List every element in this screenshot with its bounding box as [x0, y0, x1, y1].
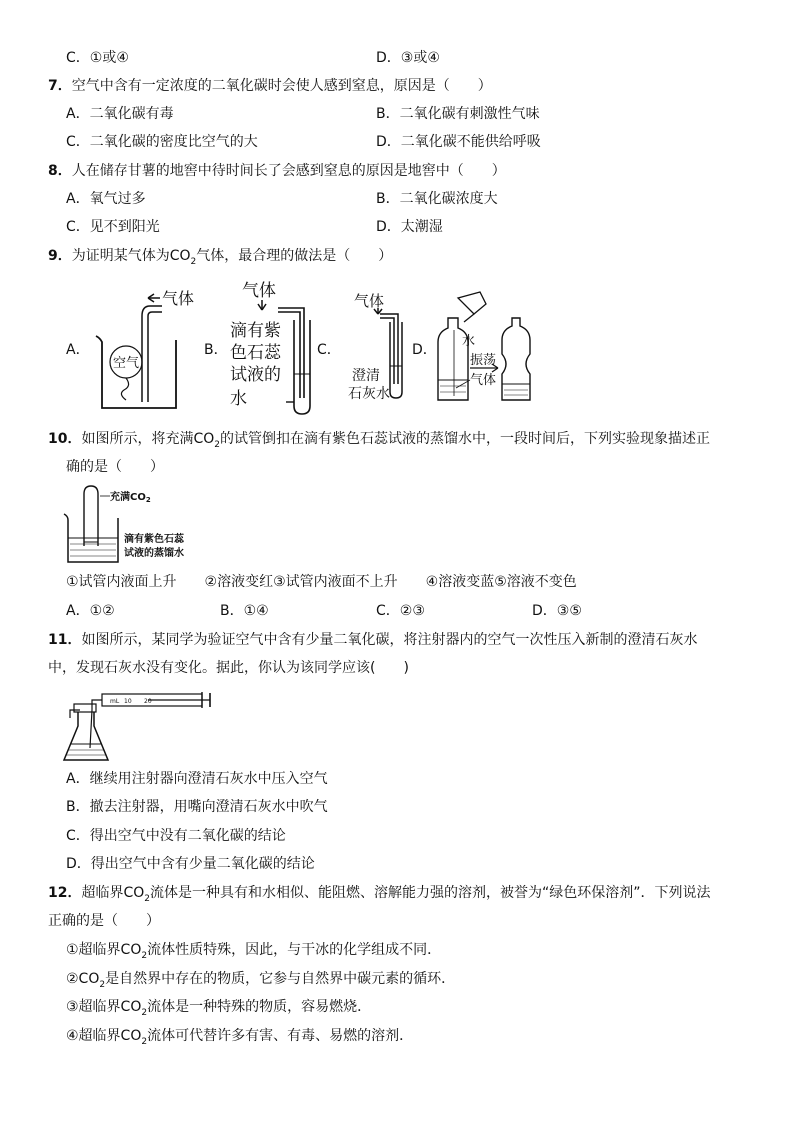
subscript: 2 — [141, 1007, 148, 1018]
q10-option-a: A．①② — [66, 603, 115, 619]
question-12-stem-cont: 正确的是（ ） — [48, 913, 160, 929]
q11-option-a: A．继续用注射器向澄清石灰水中压入空气 — [66, 771, 328, 787]
q6-option-c: C．①或④ — [66, 50, 129, 66]
air-label: 空气 — [113, 356, 140, 371]
q8-option-d: D．太潮湿 — [376, 219, 443, 235]
solution-label-2: 试液的蒸馏水 — [124, 548, 184, 559]
gas-label: 气体 — [470, 373, 497, 388]
q9-option-b-label: B． — [204, 342, 228, 358]
indicator-line-3: 试液的 — [230, 365, 281, 385]
q9-option-a-label: A． — [66, 342, 90, 358]
limewater-line-1: 澄清 — [352, 368, 380, 384]
q9-figure-d-bottles — [434, 290, 538, 408]
subscript: 2 — [214, 439, 221, 450]
question-number: 9． — [48, 248, 72, 264]
stem-text: 如图所示，某同学为验证空气中含有少量二氧化碳，将注射器内的空气一次性压入新制的澄清石灰水 — [81, 632, 698, 648]
question-number: 11． — [48, 632, 82, 648]
q7-option-c: C．二氧化碳的密度比空气的大 — [66, 134, 258, 150]
gas-label: 气体 — [162, 289, 195, 308]
stem-text: 如图所示，将充满CO — [81, 431, 215, 447]
statement-text: ③超临界CO — [66, 999, 142, 1015]
syringe-unit: mL — [110, 698, 120, 705]
question-11-stem-cont: 中，发现石灰水没有变化。据此，你认为该同学应该( ) — [48, 660, 409, 676]
subscript: 2 — [141, 950, 148, 961]
limewater-line-2: 石灰水 — [348, 386, 390, 402]
question-number: 7． — [48, 78, 72, 94]
subscript: 2 — [144, 893, 151, 904]
q12-statement-2 — [66, 969, 455, 989]
question-9-stem — [48, 246, 392, 266]
q6-option-d: D．③或④ — [376, 50, 440, 66]
statement-text: 是自然界中存在的物质，它参与自然界中碳元素的循环． — [105, 971, 456, 987]
q7-option-a: A．二氧化碳有毒 — [66, 106, 174, 122]
stem-text: 流体是一种具有和水相似、能阻燃、溶解能力强的溶剂，被誉为“绿色环保溶剂”．下列说法 — [150, 885, 711, 901]
gas-label: 气体 — [354, 292, 385, 310]
stem-text: 气体，最合理的做法是（ ） — [196, 248, 393, 264]
q12-statement-1 — [66, 940, 441, 960]
indicator-line-4: 水 — [230, 389, 247, 409]
q10-option-c: C．②③ — [376, 603, 425, 619]
question-8-stem — [48, 161, 506, 181]
statement-text: 流体可代替许多有害、有毒、易燃的溶剂． — [147, 1028, 414, 1044]
q10-option-b: B．①④ — [220, 603, 269, 619]
subscript: 2 — [141, 1036, 148, 1047]
q8-option-b: B．二氧化碳浓度大 — [376, 191, 498, 207]
q8-option-c: C．见不到阳光 — [66, 219, 160, 235]
stem-text: 超临界CO — [81, 885, 145, 901]
statement-text: ②CO — [66, 971, 100, 987]
question-12-stem — [48, 883, 711, 903]
q9-option-d-label: D． — [412, 342, 437, 358]
q9-figure-b-test-tube — [228, 278, 320, 418]
q11-option-c: C．得出空气中没有二氧化碳的结论 — [66, 828, 286, 844]
q10-phenomena-list: ①试管内液面上升 ②溶液变红③试管内液面不上升 ④溶液变蓝⑤溶液不变色 — [66, 574, 577, 590]
q9-option-c-label: C． — [317, 342, 341, 358]
question-10-stem-cont: 确的是（ ） — [66, 459, 164, 475]
gas-label: 气体 — [242, 281, 276, 301]
q9-figure-c-limewater — [348, 288, 418, 406]
statement-text: 流体性质特殊，因此，与干冰的化学组成不同． — [147, 942, 442, 958]
q10-figure-inverted-tube — [62, 484, 202, 570]
q12-statement-4 — [66, 1026, 413, 1046]
co2-label: 充满$CO_2$ — [110, 492, 151, 504]
q7-option-b: B．二氧化碳有刺激性气味 — [376, 106, 540, 122]
indicator-line-1: 滴有紫 — [230, 321, 281, 341]
syringe-tick-20: 20 — [144, 698, 152, 705]
stem-text: 的试管倒扣在滴有紫色石蕊试液的蒸馏水中，一段时间后，下列实验现象描述正 — [220, 431, 711, 447]
shake-label: 振荡 — [470, 353, 497, 368]
q11-option-b: B．撤去注射器，用嘴向澄清石灰水中吹气 — [66, 799, 328, 815]
question-number: 8． — [48, 163, 72, 179]
q8-option-a: A．氧气过多 — [66, 191, 146, 207]
syringe-tick-10: 10 — [124, 698, 132, 705]
q11-figure-syringe-flask — [62, 688, 212, 766]
water-label: 水 — [462, 334, 476, 349]
q12-statement-3 — [66, 997, 371, 1017]
question-11-stem — [48, 630, 697, 650]
statement-text: 流体是一种特殊的物质，容易燃烧． — [147, 999, 372, 1015]
question-number: 10． — [48, 431, 82, 447]
q9-figure-a-beaker — [92, 282, 202, 414]
q7-option-d: D．二氧化碳不能供给呼吸 — [376, 134, 541, 150]
solution-label-1: 滴有紫色石蕊 — [124, 534, 184, 545]
q10-option-d: D．③⑤ — [532, 603, 582, 619]
subscript: 2 — [99, 979, 106, 990]
statement-text: ①超临界CO — [66, 942, 142, 958]
indicator-line-2: 色石蕊 — [230, 343, 281, 363]
statement-text: ④超临界CO — [66, 1028, 142, 1044]
stem-text: 空气中含有一定浓度的二氧化碳时会使人感到窒息，原因是（ ） — [71, 78, 492, 94]
stem-text: 为证明某气体为CO — [71, 248, 191, 264]
stem-text: 人在储存甘薯的地窖中待时间长了会感到窒息的原因是地窖中（ ） — [71, 163, 506, 179]
question-10-stem — [48, 429, 710, 449]
subscript: 2 — [190, 256, 197, 267]
q11-option-d: D．得出空气中含有少量二氧化碳的结论 — [66, 856, 315, 872]
question-number: 12． — [48, 885, 82, 901]
question-7-stem — [48, 76, 492, 96]
